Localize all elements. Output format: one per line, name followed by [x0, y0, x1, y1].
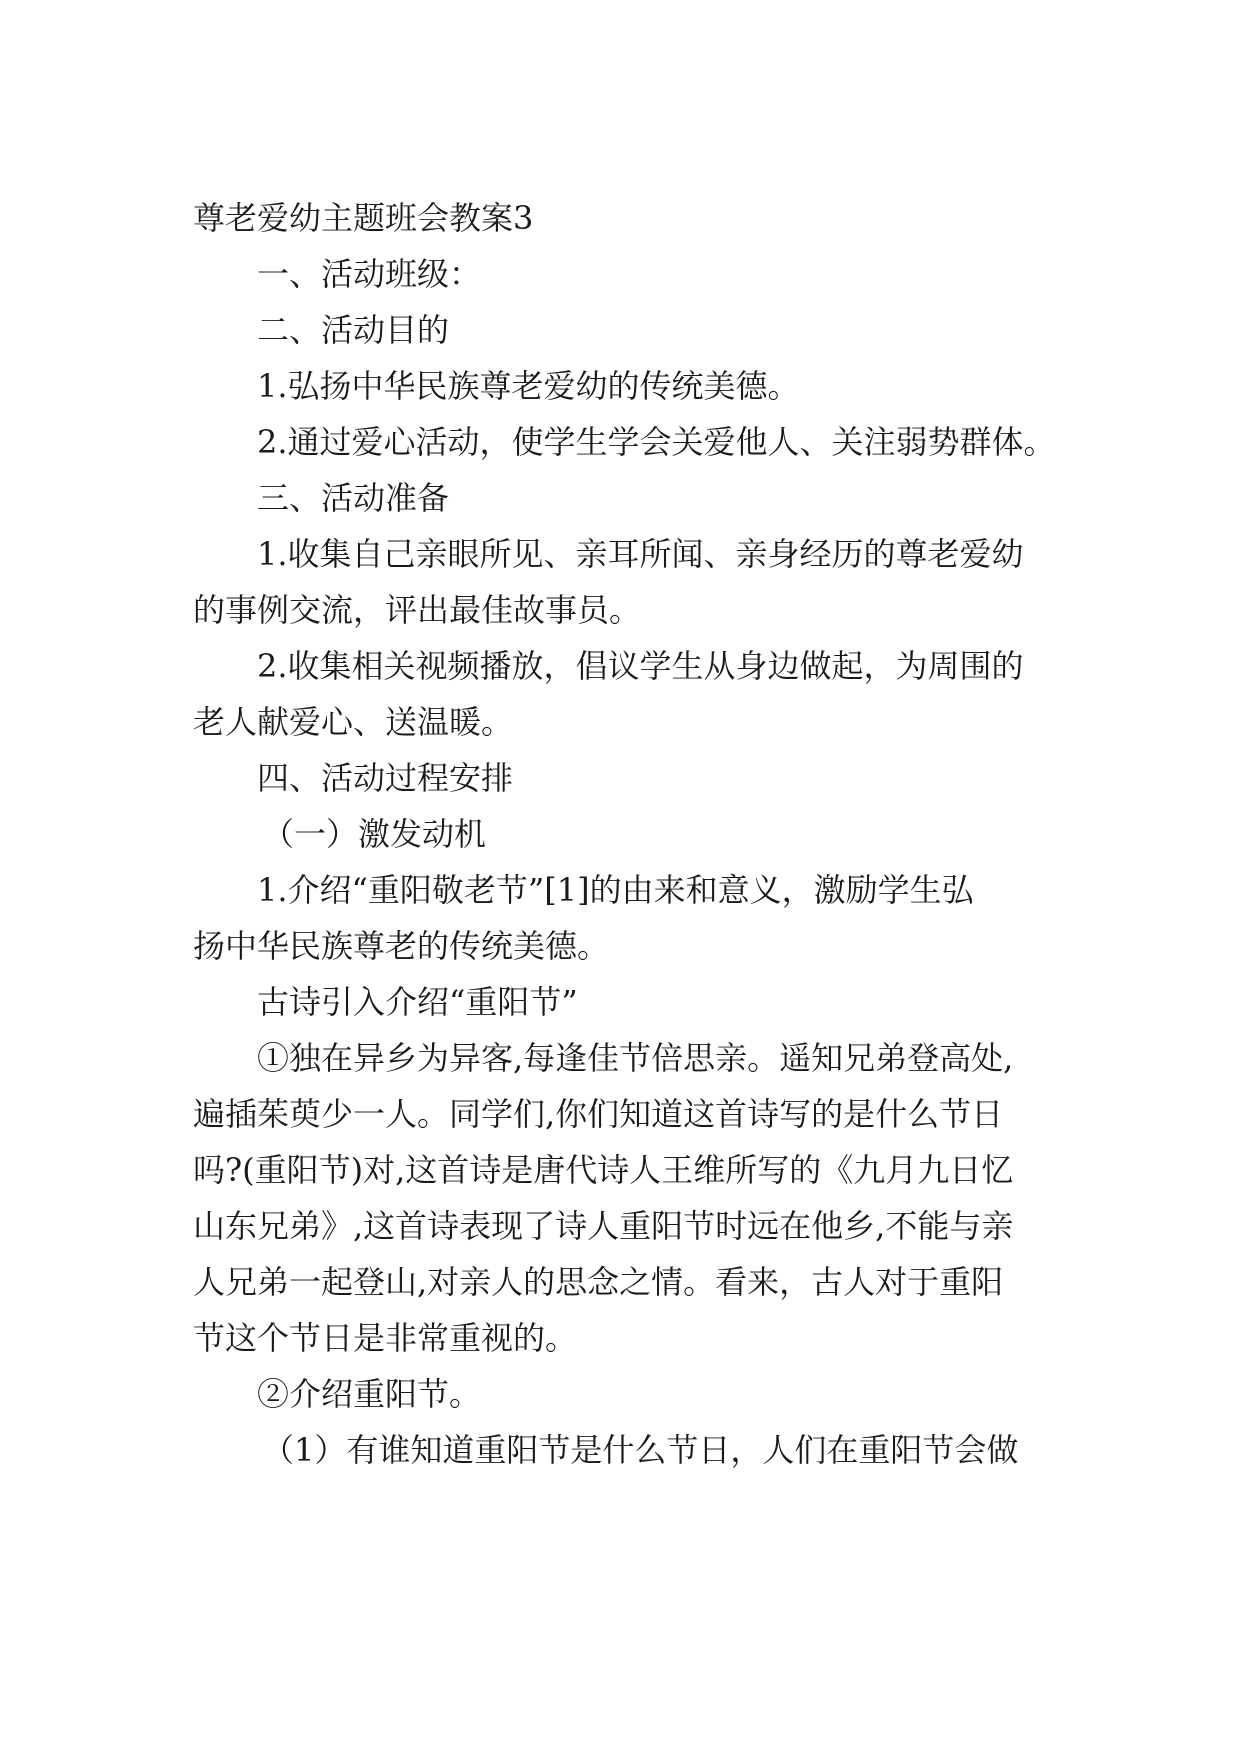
- paragraph-line: 1.介绍“重阳敬老节”[1]的由来和意义，激励学生弘: [257, 871, 974, 909]
- document-title: 尊老爱幼主题班会教案3: [193, 199, 534, 237]
- section-heading: 一、活动班级：: [257, 255, 482, 293]
- section-heading: 四、活动过程安排: [257, 759, 514, 797]
- paragraph-line: 人兄弟一起登山,对亲人的思念之情。看来，古人对于重阳: [193, 1263, 1004, 1301]
- paragraph-line: ①独在异乡为异客,每逢佳节倍思亲。遥知兄弟登高处,: [257, 1039, 1014, 1077]
- paragraph-line: 2.收集相关视频播放，倡议学生从身边做起，为周围的: [257, 647, 1024, 685]
- paragraph-line: 吗?(重阳节)对,这首诗是唐代诗人王维所写的《九月九日忆: [193, 1151, 1014, 1189]
- subsection-heading: （一）激发动机: [262, 815, 487, 853]
- paragraph-line: 古诗引入介绍“重阳节”: [257, 983, 578, 1021]
- paragraph-line: 的事例交流，评出最佳故事员。: [193, 591, 642, 629]
- paragraph-line: 1.弘扬中华民族尊老爱幼的传统美德。: [257, 367, 800, 405]
- paragraph-line: 1.收集自己亲眼所见、亲耳所闻、亲身经历的尊老爱幼: [257, 535, 1024, 573]
- paragraph-line: 2.通过爱心活动，使学生学会关爱他人、关注弱势群体。: [257, 423, 1056, 461]
- paragraph-line: 节这个节日是非常重视的。: [193, 1319, 578, 1357]
- paragraph-line: （1）有谁知道重阳节是什么节日，人们在重阳节会做: [262, 1431, 1019, 1469]
- section-heading: 三、活动准备: [257, 479, 450, 517]
- paragraph-line: 老人献爱心、送温暖。: [193, 703, 514, 741]
- paragraph-line: ②介绍重阳节。: [257, 1375, 482, 1413]
- paragraph-line: 山东兄弟》,这首诗表现了诗人重阳节时远在他乡,不能与亲: [193, 1207, 1014, 1245]
- paragraph-line: 扬中华民族尊老的传统美德。: [193, 927, 610, 965]
- section-heading: 二、活动目的: [257, 311, 450, 349]
- paragraph-line: 遍插茱萸少一人。同学们,你们知道这首诗写的是什么节日: [193, 1095, 1004, 1133]
